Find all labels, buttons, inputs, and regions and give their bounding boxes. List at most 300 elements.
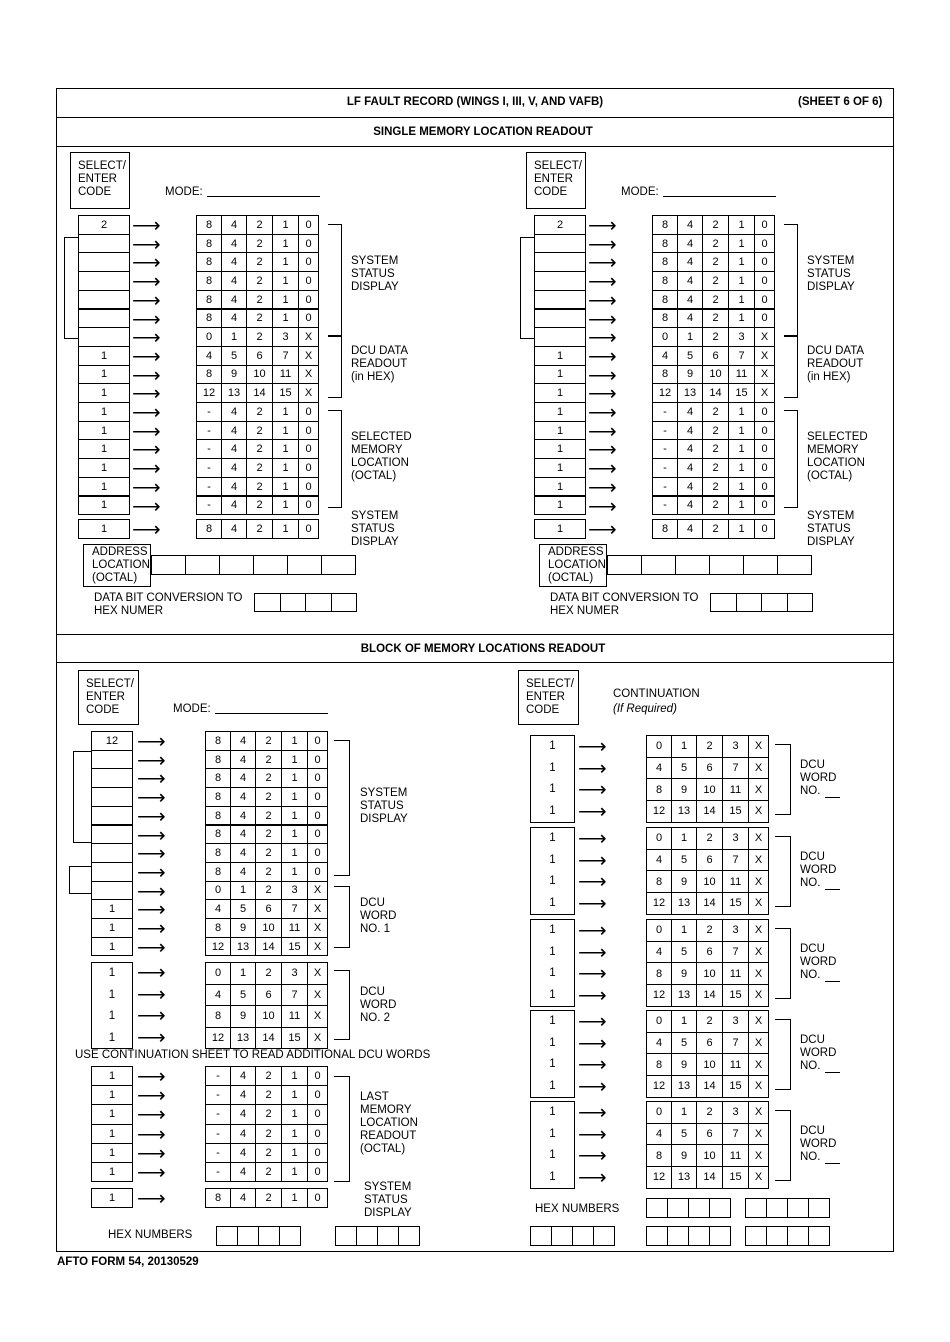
arrow-icon: ⟶ [132, 402, 161, 424]
bit-cell: - [196, 458, 222, 478]
bit-cell: 0 [298, 252, 319, 272]
bit-cell: 0 [298, 421, 319, 441]
data-bit-conversion-label: DATA BIT CONVERSION TO [94, 592, 243, 604]
bit-cell: X [748, 962, 769, 985]
arrow-icon: ⟶ [588, 420, 617, 443]
bit-cell: 8 [646, 1053, 672, 1076]
system-status-label: DISPLAY [351, 281, 399, 293]
selected-memory-label: (OCTAL) [807, 470, 853, 482]
bit-cell: 13 [671, 984, 697, 1007]
bit-cell: 0 [307, 1085, 328, 1105]
bit-cell: 2 [702, 519, 729, 539]
bit-cell: - [652, 439, 678, 459]
arrow-icon: ⟶ [578, 871, 607, 894]
bit-cell: 0 [307, 862, 328, 882]
select-enter-code-label: SELECT/ [86, 678, 134, 690]
block-section-title: BLOCK OF MEMORY LOCATIONS READOUT [360, 643, 606, 655]
code-entry: 1 [549, 740, 556, 752]
bit-cell: 0 [754, 496, 775, 516]
system-status-label: DISPLAY [807, 536, 855, 548]
bit-cell: X [748, 1010, 769, 1033]
bit-cell: 8 [205, 806, 231, 826]
arrow-icon: ⟶ [578, 1123, 607, 1146]
bit-cell: 7 [728, 346, 755, 366]
bit-cell: 1 [728, 421, 755, 441]
arrow-icon: ⟶ [588, 439, 617, 462]
bit-cell: X [748, 1075, 769, 1098]
last-memory-label: LOCATION [360, 1117, 418, 1129]
dcu-word-label: WORD [800, 1047, 837, 1059]
bit-cell: - [196, 421, 222, 441]
code-entry: 1 [534, 365, 586, 385]
select-enter-code-label: CODE [86, 704, 120, 716]
hex-numbers-label: HEX NUMBERS [535, 1203, 620, 1215]
bit-cell: 5 [230, 899, 256, 919]
code-entry: 1 [78, 383, 130, 403]
select-enter-code-label: ENTER [78, 173, 117, 185]
bit-cell: 15 [281, 1027, 308, 1050]
bit-cell: 13 [230, 937, 256, 957]
code-entry: 1 [78, 402, 130, 422]
bit-cell: 8 [205, 825, 231, 845]
address-cell [777, 555, 812, 575]
bit-cell: 2 [255, 1104, 282, 1124]
bit-cell: 8 [205, 1188, 231, 1208]
dcu-word-label: NO. [800, 969, 821, 981]
code-entry: 1 [549, 1106, 556, 1118]
bit-cell: 2 [696, 919, 723, 942]
arrow-icon: ⟶ [578, 736, 607, 758]
bit-cell: 13 [671, 1166, 697, 1189]
selected-memory-label: SELECTED [351, 431, 412, 443]
arrow-icon: ⟶ [588, 289, 617, 312]
bit-cell: 1 [230, 962, 256, 985]
bit-cell: 1 [272, 439, 299, 459]
left-bracket [520, 237, 534, 339]
bit-cell: 0 [307, 843, 328, 863]
bit-cell: 3 [281, 962, 308, 985]
data-bit-conversion-label: HEX NUMER [550, 605, 620, 617]
bit-cell: 11 [722, 962, 749, 985]
arrow-icon: ⟶ [578, 893, 607, 916]
hex-cell [787, 1226, 809, 1246]
bit-cell: 4 [677, 477, 703, 497]
selected-memory-label: LOCATION [351, 457, 409, 469]
divider [56, 662, 894, 663]
code-entry: 1 [78, 477, 130, 497]
dcu-word-label: DCU [800, 1125, 825, 1137]
bit-cell: 0 [754, 439, 775, 459]
dcu-data-label: READOUT [807, 358, 864, 370]
bit-cell: 8 [652, 271, 678, 291]
arrow-icon: ⟶ [588, 383, 617, 406]
bit-cell: 15 [722, 984, 749, 1007]
hex-cell [745, 1226, 767, 1246]
bit-cell: 4 [221, 309, 247, 329]
bit-cell: 4 [677, 402, 703, 422]
bit-cell: - [652, 477, 678, 497]
code-entry: 1 [78, 421, 130, 441]
address-cell [321, 555, 356, 575]
arrow-icon: ⟶ [588, 519, 617, 541]
code-entry: 1 [534, 346, 586, 366]
bit-cell: 10 [696, 1144, 723, 1167]
bit-cell: 2 [696, 1101, 723, 1124]
bit-cell: 0 [307, 825, 328, 845]
bit-cell: 2 [255, 825, 282, 845]
bit-cell: - [205, 1143, 231, 1163]
bit-cell: 2 [255, 843, 282, 863]
code-entry: 1 [549, 1036, 556, 1049]
bit-cell: 2 [255, 750, 282, 770]
bit-cell: 8 [196, 290, 222, 310]
code-entry: 1 [78, 519, 130, 539]
bit-cell: 2 [246, 290, 273, 310]
bit-cell: 0 [307, 1162, 328, 1182]
bit-cell: 1 [272, 290, 299, 310]
left-bracket [69, 866, 91, 894]
bit-cell: 0 [646, 1101, 672, 1124]
bit-cell: 6 [696, 757, 723, 780]
bit-cell: 0 [298, 215, 319, 235]
bit-cell: - [196, 477, 222, 497]
bit-cell: 5 [671, 1032, 697, 1055]
form-number: AFTO FORM 54, 20130529 [57, 1256, 199, 1268]
code-entry: 1 [534, 477, 586, 497]
bit-cell: - [196, 496, 222, 516]
bit-cell: 2 [702, 496, 729, 516]
bit-cell: X [748, 849, 769, 872]
bit-cell: 2 [246, 271, 273, 291]
code-entry: 1 [534, 439, 586, 459]
bracket [784, 224, 798, 336]
bit-cell: 10 [246, 365, 273, 385]
bit-cell: X [307, 962, 328, 985]
bit-cell: 4 [205, 984, 231, 1007]
bit-cell: 8 [652, 215, 678, 235]
bit-cell: 0 [307, 1104, 328, 1124]
bit-cell: 13 [221, 383, 247, 403]
hex-cell [356, 1226, 378, 1246]
code-entry: 1 [549, 945, 556, 958]
dcu-word-label: WORD [800, 772, 837, 784]
arrow-icon: ⟶ [137, 936, 166, 959]
bracket [328, 410, 342, 508]
bit-cell: 4 [230, 862, 256, 882]
hex-cell [331, 593, 358, 612]
bit-cell: 13 [671, 892, 697, 915]
arrow-icon: ⟶ [588, 215, 617, 237]
code-entry: 1 [78, 365, 130, 385]
bit-cell: 1 [671, 1101, 697, 1124]
bit-cell: 9 [221, 365, 247, 385]
dcu-word-label: WORD [800, 864, 837, 876]
bit-cell: 8 [652, 309, 678, 329]
code-entry [91, 843, 133, 863]
bit-cell: 2 [246, 496, 273, 516]
bit-cell: 4 [677, 215, 703, 235]
bit-cell: 11 [722, 1053, 749, 1076]
bit-cell: 9 [671, 962, 697, 985]
code-entry: 1 [549, 1149, 556, 1162]
bit-cell: 10 [702, 365, 729, 385]
code-entry: 2 [78, 215, 130, 235]
arrow-icon: ⟶ [137, 1026, 166, 1049]
bit-cell: 12 [646, 1166, 672, 1189]
code-entry [534, 309, 586, 329]
arrow-icon: ⟶ [137, 861, 166, 884]
bit-cell: 2 [255, 1143, 282, 1163]
hex-cell [572, 1226, 594, 1246]
code-entry [78, 271, 130, 291]
bracket [334, 970, 350, 1040]
bit-cell: 2 [696, 735, 723, 758]
dcu-data-label: READOUT [351, 358, 408, 370]
bit-cell: 5 [671, 1123, 697, 1146]
bit-cell: 4 [677, 421, 703, 441]
bit-cell: 0 [307, 1124, 328, 1144]
bit-cell: 2 [702, 402, 729, 422]
code-entry: 1 [534, 458, 586, 478]
arrow-icon: ⟶ [137, 1005, 166, 1028]
bit-cell: 0 [205, 881, 231, 901]
dcu-data-label: DCU DATA [807, 345, 865, 357]
code-entry [78, 327, 130, 347]
bit-cell: 8 [652, 252, 678, 272]
code-entry: 1 [549, 853, 556, 866]
hex-numbers-label: HEX NUMBERS [108, 1229, 193, 1241]
bit-cell: 6 [696, 941, 723, 964]
bit-cell: 5 [221, 346, 247, 366]
dcu-word-label: DCU [800, 943, 825, 955]
bit-cell: 9 [677, 365, 703, 385]
code-entry: 1 [78, 458, 130, 478]
code-entry: 1 [549, 1058, 556, 1071]
arrow-icon: ⟶ [588, 252, 617, 275]
bit-cell: 4 [677, 290, 703, 310]
arrow-icon: ⟶ [578, 828, 607, 850]
code-entry: 1 [108, 988, 116, 1001]
dcu-word-number-field [825, 889, 840, 890]
bit-cell: X [748, 800, 769, 823]
code-entry [78, 234, 130, 254]
bit-cell: 4 [221, 402, 247, 422]
arrow-icon: ⟶ [132, 519, 161, 541]
arrow-icon: ⟶ [132, 233, 161, 256]
bit-cell: 0 [298, 271, 319, 291]
hex-cell [688, 1226, 710, 1246]
bit-cell: 4 [230, 768, 256, 788]
bit-cell: 10 [696, 1053, 723, 1076]
bit-cell: 2 [246, 252, 273, 272]
bit-cell: 1 [728, 496, 755, 516]
bit-cell: X [748, 1166, 769, 1189]
bit-cell: 3 [281, 881, 308, 901]
hex-cell [766, 1226, 788, 1246]
code-entry: 1 [91, 918, 133, 938]
bit-cell: 6 [702, 346, 729, 366]
arrow-icon: ⟶ [137, 1162, 166, 1184]
bit-cell: 4 [230, 1066, 256, 1086]
address-location-label: (OCTAL) [92, 572, 138, 584]
system-status-label: DISPLAY [351, 536, 399, 548]
bit-cell: 4 [230, 1143, 256, 1163]
continuation-note: USE CONTINUATION SHEET TO READ ADDITIONAL DCU WORDS [75, 1049, 431, 1061]
bit-cell: 1 [281, 731, 308, 751]
bit-cell: 1 [281, 862, 308, 882]
arrow-icon: ⟶ [578, 1102, 607, 1124]
bit-cell: 2 [246, 477, 273, 497]
code-entry [91, 862, 133, 882]
arrow-icon: ⟶ [137, 843, 166, 866]
hex-cell [646, 1226, 668, 1246]
arrow-icon: ⟶ [137, 787, 166, 810]
arrow-icon: ⟶ [578, 849, 607, 872]
bit-cell: 4 [221, 496, 247, 516]
bit-cell: 4 [646, 757, 672, 780]
bit-cell: 2 [246, 327, 273, 347]
bit-cell: 1 [671, 919, 697, 942]
bit-cell: 4 [230, 1124, 256, 1144]
bit-cell: 0 [754, 421, 775, 441]
code-entry [91, 825, 133, 845]
code-entry: 1 [91, 1188, 133, 1208]
bit-cell: 8 [652, 365, 678, 385]
bit-cell: 0 [754, 477, 775, 497]
code-entry: 1 [534, 421, 586, 441]
arrow-icon: ⟶ [588, 495, 617, 518]
arrow-icon: ⟶ [132, 495, 161, 518]
hex-cell [377, 1226, 399, 1246]
code-entry: 1 [108, 1031, 116, 1044]
arrow-icon: ⟶ [137, 824, 166, 847]
bit-cell: 0 [307, 1143, 328, 1163]
bit-cell: X [748, 1123, 769, 1146]
bit-cell: 0 [754, 271, 775, 291]
bit-cell: X [307, 918, 328, 938]
bit-cell: 8 [196, 215, 222, 235]
bit-cell: 2 [255, 731, 282, 751]
arrow-icon: ⟶ [137, 731, 166, 753]
bit-cell: 4 [221, 271, 247, 291]
bit-cell: 8 [652, 519, 678, 539]
bracket [775, 928, 791, 999]
selected-memory-label: MEMORY [807, 444, 859, 456]
bit-cell: 1 [728, 234, 755, 254]
bracket [775, 744, 791, 815]
bit-cell: 14 [702, 383, 729, 403]
bit-cell: 13 [671, 1075, 697, 1098]
system-status-label: SYSTEM [360, 787, 408, 799]
dcu-word-number-field [825, 1163, 840, 1164]
bit-cell: 8 [652, 290, 678, 310]
bit-cell: 0 [307, 787, 328, 807]
bit-cell: 1 [728, 252, 755, 272]
bit-cell: 0 [652, 327, 678, 347]
bit-cell: 6 [696, 849, 723, 872]
bit-cell: 7 [722, 941, 749, 964]
single-section-title: SINGLE MEMORY LOCATION READOUT [373, 126, 593, 138]
bit-cell: 4 [677, 496, 703, 516]
bit-cell: 1 [272, 477, 299, 497]
code-entry: 1 [91, 899, 133, 919]
arrow-icon: ⟶ [137, 880, 166, 903]
bit-cell: 4 [221, 477, 247, 497]
arrow-icon: ⟶ [588, 364, 617, 387]
system-status-label: SYSTEM [807, 255, 855, 267]
bit-cell: 1 [272, 252, 299, 272]
system-status-label: DISPLAY [364, 1207, 412, 1219]
arrow-icon: ⟶ [588, 402, 617, 424]
bit-cell: 4 [230, 843, 256, 863]
bit-cell: 2 [255, 1066, 282, 1086]
code-entry: 1 [549, 805, 556, 818]
bit-cell: 4 [677, 439, 703, 459]
bracket [784, 336, 798, 398]
address-cell [709, 555, 744, 575]
bit-cell: 6 [255, 899, 282, 919]
bit-cell: 1 [281, 825, 308, 845]
address-cell [641, 555, 676, 575]
divider [56, 634, 894, 635]
dcu-word-1-label: DCU [360, 897, 385, 909]
bit-cell: 1 [281, 1104, 308, 1124]
arrow-icon: ⟶ [578, 1167, 607, 1190]
bit-cell: 11 [722, 1144, 749, 1167]
bit-cell: X [307, 881, 328, 901]
bit-cell: 0 [298, 458, 319, 478]
bit-cell: X [748, 1101, 769, 1124]
code-entry: 1 [549, 875, 556, 888]
code-entry: 1 [78, 496, 130, 516]
hex-cell [766, 1198, 788, 1218]
bit-cell: X [754, 346, 775, 366]
bit-cell: 4 [646, 941, 672, 964]
code-entry [91, 787, 133, 807]
bracket [328, 224, 342, 336]
bit-cell: 0 [298, 402, 319, 422]
bit-cell: 2 [246, 309, 273, 329]
bit-cell: 8 [652, 234, 678, 254]
bit-cell: 1 [281, 768, 308, 788]
bit-cell: X [307, 1027, 328, 1050]
mode-field [215, 713, 328, 714]
arrow-icon: ⟶ [137, 1104, 166, 1127]
mode-field [663, 196, 776, 197]
hex-cell [530, 1226, 552, 1246]
bit-cell: 7 [272, 346, 299, 366]
bit-cell: 1 [221, 327, 247, 347]
bit-cell: 1 [272, 519, 299, 539]
bit-cell: 1 [272, 271, 299, 291]
bracket [334, 740, 350, 876]
system-status-label: STATUS [351, 523, 395, 535]
dcu-word-number-field [825, 981, 840, 982]
bit-cell: 15 [272, 383, 299, 403]
code-entry [78, 309, 130, 329]
bit-cell: 10 [696, 778, 723, 801]
bit-cell: 2 [702, 327, 729, 347]
bit-cell: 13 [671, 800, 697, 823]
bit-cell: 2 [255, 787, 282, 807]
bracket [775, 1019, 791, 1090]
selected-memory-label: (OCTAL) [351, 470, 397, 482]
bit-cell: 15 [281, 937, 308, 957]
address-cell [151, 555, 186, 575]
bit-cell: 2 [246, 458, 273, 478]
arrow-icon: ⟶ [578, 963, 607, 986]
bit-cell: 4 [196, 346, 222, 366]
